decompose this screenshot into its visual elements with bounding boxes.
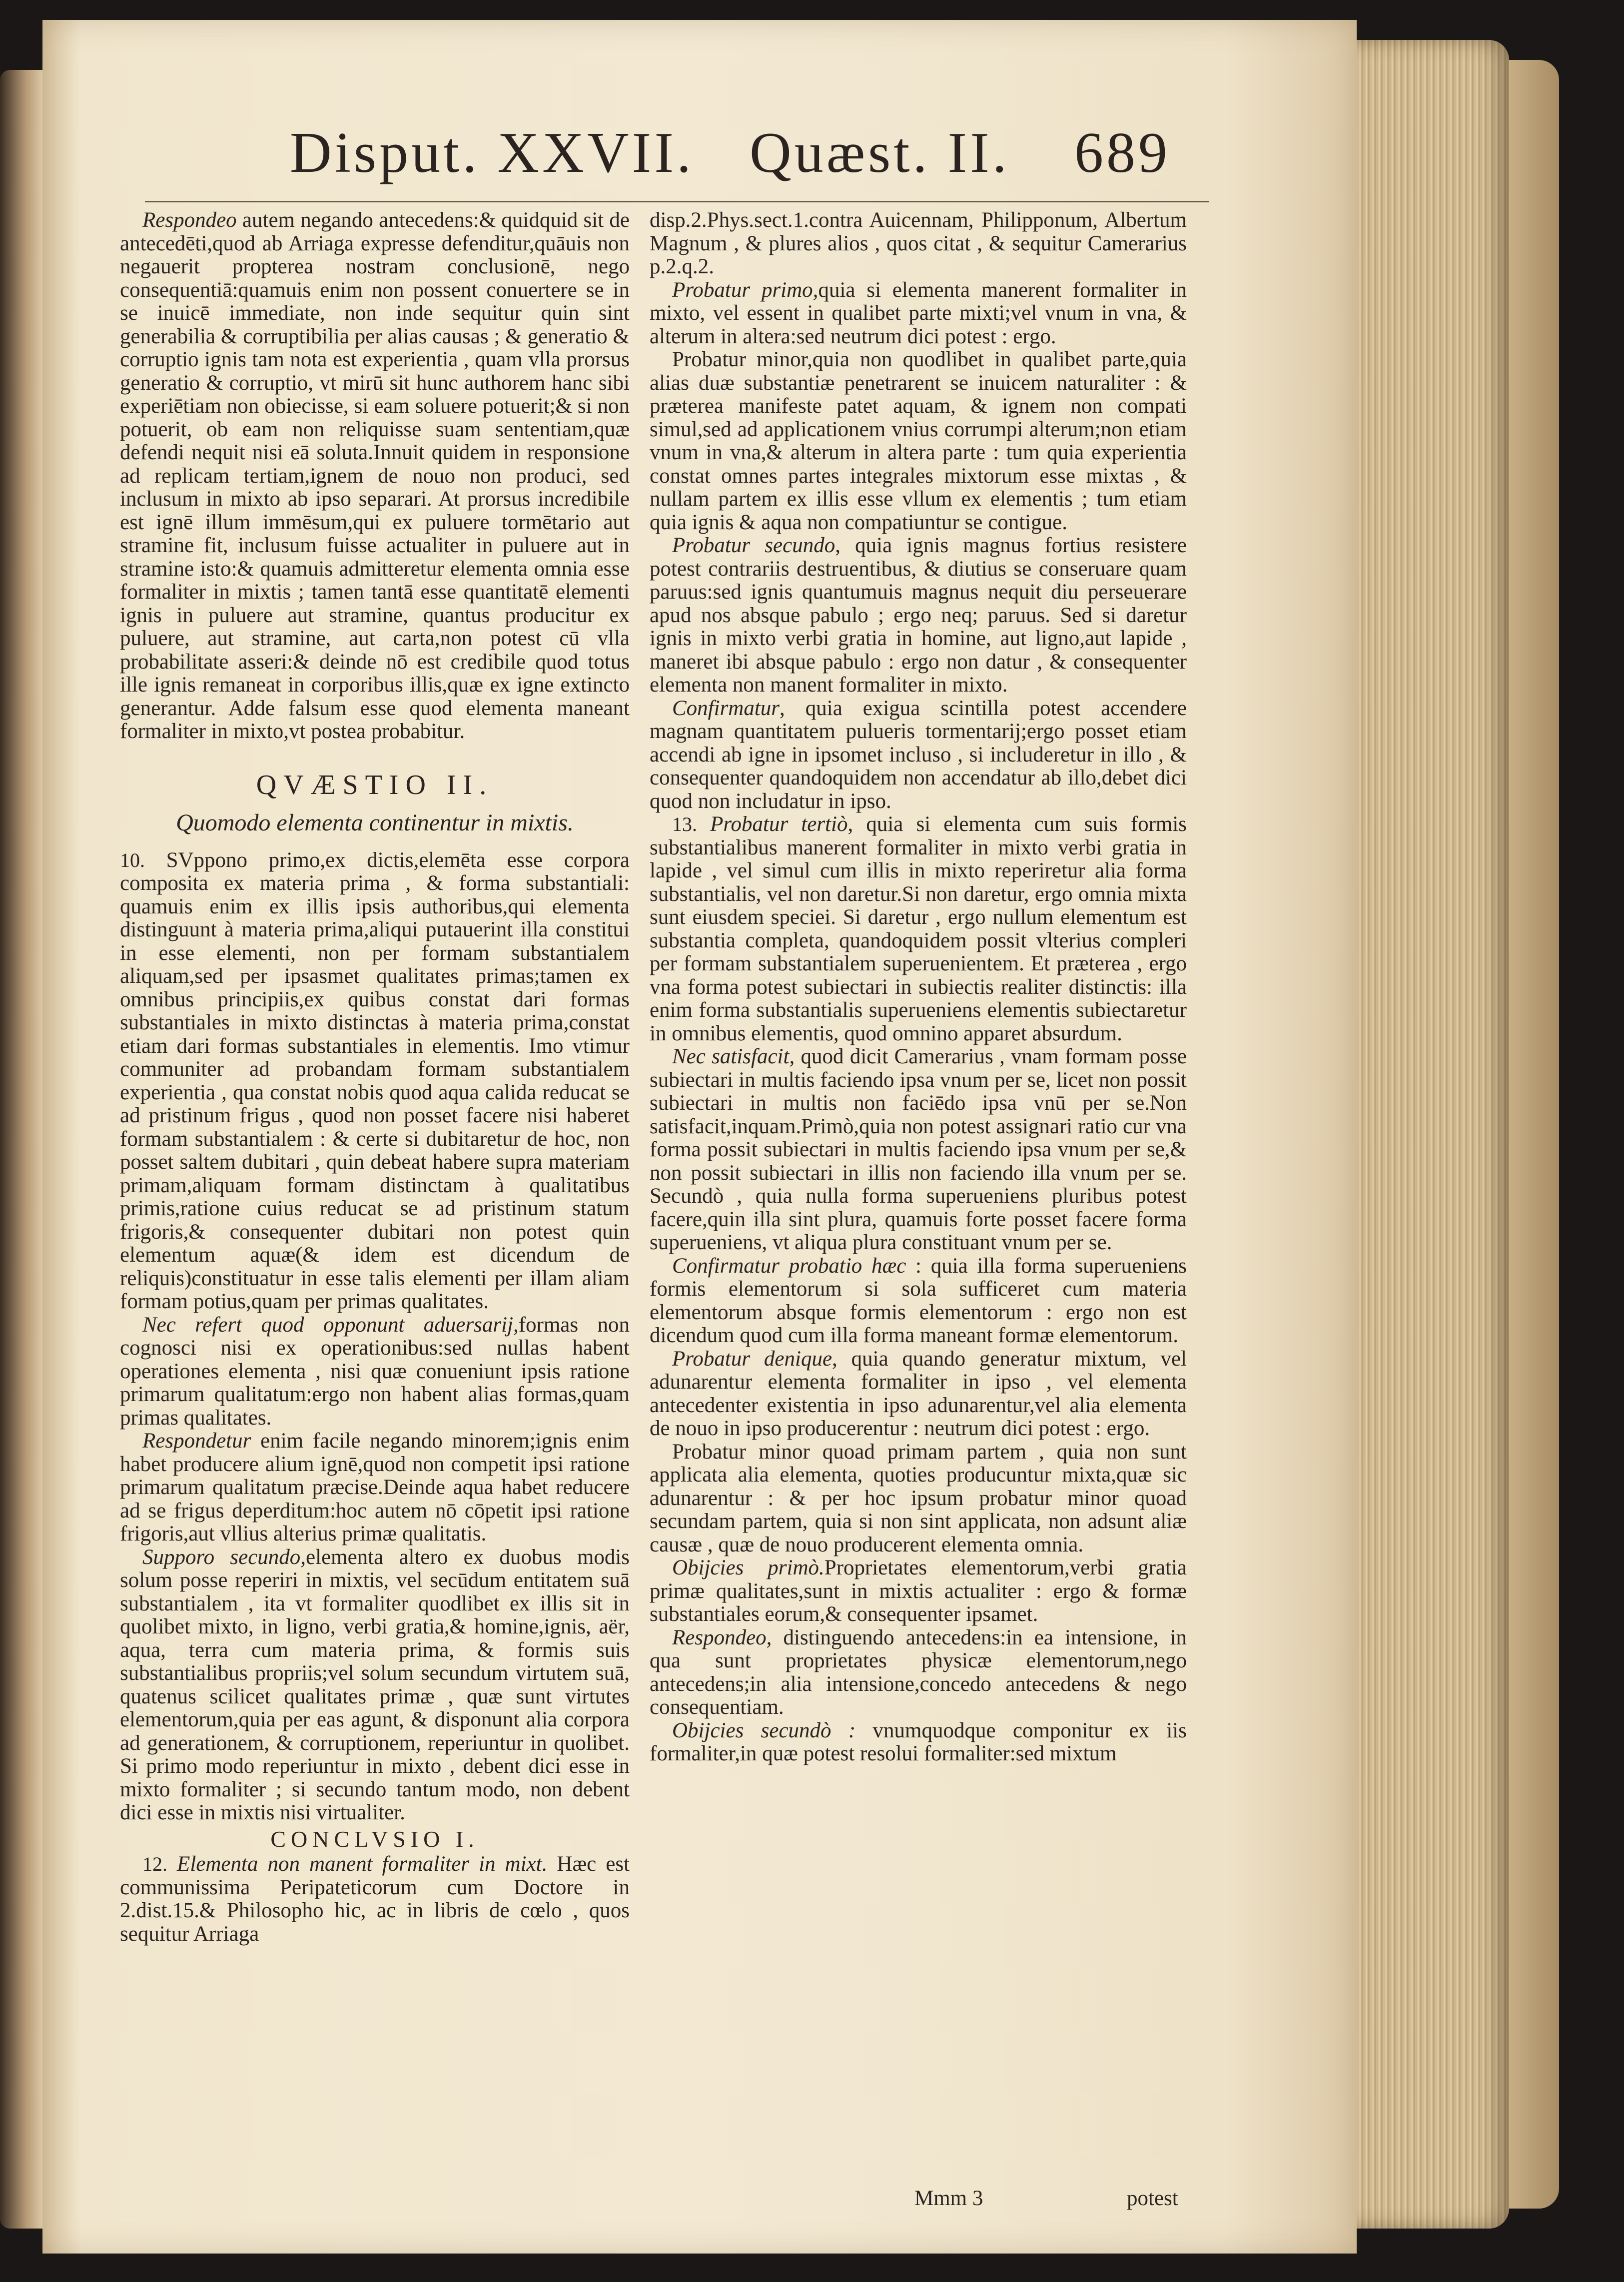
paragraph-lead: Respondeo, bbox=[672, 1625, 772, 1649]
left-column bbox=[120, 209, 630, 1946]
paragraph-lead: Probatur tertiò bbox=[710, 812, 848, 836]
paragraph-lead: Confirmatur bbox=[672, 696, 780, 720]
paragraph-lead: Confirmatur probatio hæc bbox=[672, 1254, 906, 1278]
paragraph-text: : quia illa forma superueniens formis elementorum si sola sufficeret cum materia elementorum absque formis elementorum : ergo non est dicendum quod cum illa forma maneant formæ elementorum. bbox=[650, 1254, 1187, 1347]
paragraph-text: enim facile negando minorem;ignis enim habet producere alium ignē,quod non competit ipsi ratione primarum qualitatum præcise.Deinde aqua habet reducere ad se frigus deperditum:hoc autem nō cōpetit ipsi ratione frigoris,aut vllius alterius primæ qualitatis. bbox=[120, 1429, 630, 1545]
running-head-quaestio: Quæst. II. bbox=[750, 121, 1010, 185]
paragraph bbox=[650, 1556, 1187, 1626]
page-number: 689 bbox=[1074, 121, 1170, 185]
paragraph-lead: Respondeo bbox=[142, 208, 237, 232]
header-rule bbox=[145, 201, 1209, 202]
paragraph bbox=[650, 813, 1187, 1045]
paragraph-text: , quia ignis magnus fortius resistere potest contrariis destruentibus, & diutius se conseruare quam paruus:sed ignis quantumuis magnus nequit diu perseuerare apud nos absque pabulo ; ergo neq; paruus. Sed si daretur ignis in mixto verbi gratia in homine, aut ligno,aut lapide , maneret ibi absque pabulo : ergo non datur , & consequenter elementa non manent formaliter in mixto. bbox=[650, 534, 1187, 697]
paragraph-lead: Nec satisfacit, bbox=[672, 1045, 795, 1068]
paragraph-lead: Elementa non manent formaliter in mixt. bbox=[177, 1852, 548, 1876]
paragraph-lead: Nec refert quod opponunt aduersarij, bbox=[142, 1313, 519, 1337]
paragraph-lead: Respondetur bbox=[142, 1429, 251, 1453]
paragraph-text: disp.2.Phys.sect.1.contra Auicennam, Philipponum, Albertum Magnum , & plures alios , quos citat , & sequitur Camerarius p.2.q.2. bbox=[650, 208, 1187, 278]
paragraph-text: vnumquodque componitur ex iis formaliter,in quæ potest resolui formaliter:sed mixtum bbox=[650, 1718, 1187, 1765]
signature-mark: Mmm 3 bbox=[914, 2187, 983, 2210]
paragraph-text: , quia si elementa cum suis formis substantialibus manerent formaliter in mixto verbi gratia in lapide , vel simul cum illis in mixto reperiretur alia forma substantialis, vel non daretur.Si non daretur, ergo omnia mixta sunt eiusdem speciei. Si daretur , ergo nullum elementum est substantia completa, quandoquidem possit vlterius compleri per formam substantialem superuenientem. Et præterea , ergo vna forma potest subiectari in subiectis realiter distinctis: illa enim forma substantialis superueniens elementis subiectaretur in omnibus elementis, quod omnino apparet absurdum. bbox=[650, 812, 1187, 1045]
paragraph-text: , quia quando generatur mixtum, vel adunarentur elementa formaliter in ipso , vel elementa antecedenter existentia in ipso adunarentur,vel alia elementa de nouo in ipso producerentur : neutrum dici potest : ergo. bbox=[650, 1347, 1187, 1440]
paragraph-text: quod dicit Camerarius , vnam formam posse subiectari in multis faciendo ipsa vnum per se, licet non possit subiectari in multis non faciēdo ipsa vnū per se.Non satisfacit,inquam.Primò,quia non potest assignari ratio cur vna forma possit subiectari in multis faciendo ipsa vnum per se,& non possit subiectari in illis non faciendo illa vnum per se. Secundò , quia nulla forma superueniens pluribus potest facere,quin illa sint plura, quamuis forte posset facere forma superueniens, vt aliqua plura constituant vnum per se. bbox=[650, 1045, 1187, 1254]
paragraph bbox=[650, 534, 1187, 697]
paragraph bbox=[650, 1255, 1187, 1348]
paragraph-text: SVppono primo,ex dictis,elemēta esse corpora composita ex materia prima , & forma substantiali: quamuis enim ex illis ipsis authoribus,qui elementa distinguunt à materia prima,aliqui putauerint illa constitui in esse elementi, non per formam substantialem aliquam,sed per ipsasmet qualitates primas;tamen ex omnibus principiis,ex quibus constat dari formas substantiales in mixto distinctas à materia prima,constat etiam dari formas substantiales in elementis. Imo vtimur communiter ad probandam formam substantialem experientia , qua constat nobis quod aqua calida reducat se ad pristinum frigus , quod non posset facere nisi haberet formam substantialem : & certe si dubitaretur de hoc, non posset saltem dubitari , quin debeat habere supra materiam primam,aliquam formam distinctam à qualitatibus primis,ratione cuius reducat se ad pristinum statum frigoris,& consequenter dubitari non potest quin elementum aquæ(& idem est dicendum de reliquis)constituatur in esse talis elementi per illam aliam formam potius,quam per primas qualitates. bbox=[120, 848, 630, 1313]
paragraph bbox=[650, 697, 1187, 813]
paragraph-number: 10. bbox=[120, 848, 145, 871]
paragraph bbox=[120, 1430, 630, 1546]
paragraph bbox=[120, 1546, 630, 1825]
paragraph-text: , quia exigua scintilla potest accendere magnam quantitatem pulueris tormentarij;ergo posset etiam accendi ab igne in ipsomet incluso , si includeretur in illo , & consequenter quandoquidem non accendatur ab illo,debet dici quod non includatur in ipso. bbox=[650, 696, 1187, 813]
catchword: potest bbox=[1127, 2187, 1178, 2210]
question-subtitle: Quomodo elementa continentur in mixtis. bbox=[176, 809, 574, 836]
paragraph-lead: Supporo secundo, bbox=[142, 1545, 306, 1569]
paragraph-lead: Obijcies primò. bbox=[672, 1556, 824, 1579]
paragraph bbox=[650, 1045, 1187, 1255]
question-heading: QVÆSTIO II. bbox=[256, 769, 494, 800]
paragraph bbox=[650, 279, 1187, 349]
paragraph-lead: Probatur secundo bbox=[672, 534, 835, 557]
paragraph-text: autem negando antecedens:& quidquid sit de antecedēti,quod ab Arriaga expresse defenditur,quāuis non negauerit propterea nostram conclusionē, nego consequentiā:quamuis enim non possent conuertere se in se inuicē immediate, non inde sequitur quin sint generabilia & corruptibilia per alias causas ; & generatio & corruptio ignis tam nota est experientia , quam vlla prorsus generatio & corruptio, vt mirū sit hunc authorem hanc sibi experiētiam non obiecisse, si eam soluere potuerit;& si non potuerit, ob eam non reliquisse suam sententiam,quæ defendi nequit nisi eā soluta.Innuit quidem in responsione ad replicam tertiam,ignem de nouo non produci, sed inclusum in mixto ab ipso separari. At prorsus incredibile est ignē illum immēsum,qui ex puluere tormētario aut stramine fit, inclusum fuisse actualiter in puluere aut in stramine isto:& quamuis admitteretur elementa omnia esse formaliter in mixtis ; tamen tantā esse quantitatē elementi ignis in puluere aut stramine, quantus producitur ex puluere, aut stramine, aut carta,non potest cū vlla probabilitate asseri:& deinde nō est credibile quod totus ille ignis remaneat in corporibus illis,quæ ex igne extincto generantur. Adde falsum esse quod elementa maneant formaliter in mixto,vt postea probabitur. bbox=[120, 208, 630, 743]
paragraph-number: 12. bbox=[142, 1853, 167, 1875]
paragraph-lead: Obijcies secundò : bbox=[672, 1718, 856, 1742]
paragraph-text: elementa altero ex duobus modis solum posse reperiri in mixtis, vel secūdum entitatem suā substantialem , ita vt formaliter quodlibet ex illis sit in quolibet mixto, in ligno, verbi gratia,& homine,ignis, aër, aqua, terra cum materia prima, & formis suis substantialibus propriis;vel solum secundum virtutem suā, quatenus scilicet qualitates primæ , quæ sunt virtutes elementorum,quia per eas agunt, & disponunt alia corpora ad generationem, & corruptionem, reperiuntur in quolibet. Si primo modo reperiuntur in mixto , debent dici esse in mixto formaliter ; si secundo tantum modo, non debent dici esse in mixtis nisi virtualiter. bbox=[120, 1545, 630, 1824]
paragraph-text: Probatur minor quoad primam partem , quia non sunt applicata alia elementa, quoties producuntur mixta,quæ sic adunarentur : & per hoc ipsum probatur minor quoad secundam partem, quia si non sint applicata, non adsunt aliæ causæ , quæ de nouo producerent elementa omnia. bbox=[650, 1440, 1187, 1556]
paragraph bbox=[120, 1853, 630, 1946]
paragraph-text: formas non cognosci nisi ex operationibus:sed nullas habent operationes elementa , nisi quæ conueniunt ipsis ratione primarum qualitatum:ergo non habent alias formas,quam primas qualitates. bbox=[120, 1313, 630, 1430]
paragraph-text: Probatur minor,quia non quodlibet in qualibet parte,quia alias duæ substantiæ penetrarent se inuicem naturaliter : & præterea manifeste patet aquam, & ignem non compati simul,sed ad applicationem vnius corrumpi alterum;non etiam vnum in vna,& alterum in altera parte : tum quia experientia constat omnes partes integrales mixtorum esse mixtas , & nullam partem ex illis esse vllum ex elementis ; tum etiam quia ignis & aqua non compatiuntur se contigue. bbox=[650, 348, 1187, 534]
paragraph bbox=[650, 1441, 1187, 1557]
paragraph bbox=[650, 209, 1187, 279]
paragraph bbox=[650, 1719, 1187, 1766]
paragraph-text: distinguendo antecedens:in ea intensione, in qua sunt proprietates physicæ elementorum,nego antecedens;in alia intensione,concedo antecedens & nego consequentiam. bbox=[650, 1625, 1187, 1719]
left-page-edge bbox=[0, 70, 47, 2229]
paragraph bbox=[120, 849, 630, 1314]
paragraph bbox=[650, 348, 1187, 534]
paragraph bbox=[650, 1626, 1187, 1719]
conclusion-heading: CONCLVSIO I. bbox=[270, 1826, 479, 1852]
paragraph bbox=[650, 1348, 1187, 1441]
paragraph-lead: Probatur denique bbox=[672, 1347, 832, 1371]
running-head bbox=[290, 120, 1264, 195]
paragraph-text: Proprietates elementorum,verbi gratia primæ qualitates,sunt in mixtis actualiter : ergo & formæ substantiales eorum,& consequenter ipsamet. bbox=[650, 1556, 1187, 1626]
paragraph bbox=[120, 1314, 630, 1430]
paragraph-number: 13. bbox=[672, 813, 697, 835]
paragraph bbox=[120, 209, 630, 744]
running-head-disputation: Disput. XXVII. bbox=[290, 121, 694, 185]
paragraph-text: Hæc est communissima Peripateticorum cum Doctore in 2.dist.15.& Philosopho hic, ac in libris de cœlo , quos sequitur Arriaga bbox=[120, 1852, 630, 1946]
paragraph-lead: Probatur primo, bbox=[672, 278, 818, 302]
paragraph-text: quia si elementa manerent formaliter in mixto, vel essent in qualibet parte mixti;vel vnum in vna, & alterum in altera:sed neutrum dici potest : ergo. bbox=[650, 278, 1187, 348]
right-column bbox=[650, 209, 1187, 1766]
